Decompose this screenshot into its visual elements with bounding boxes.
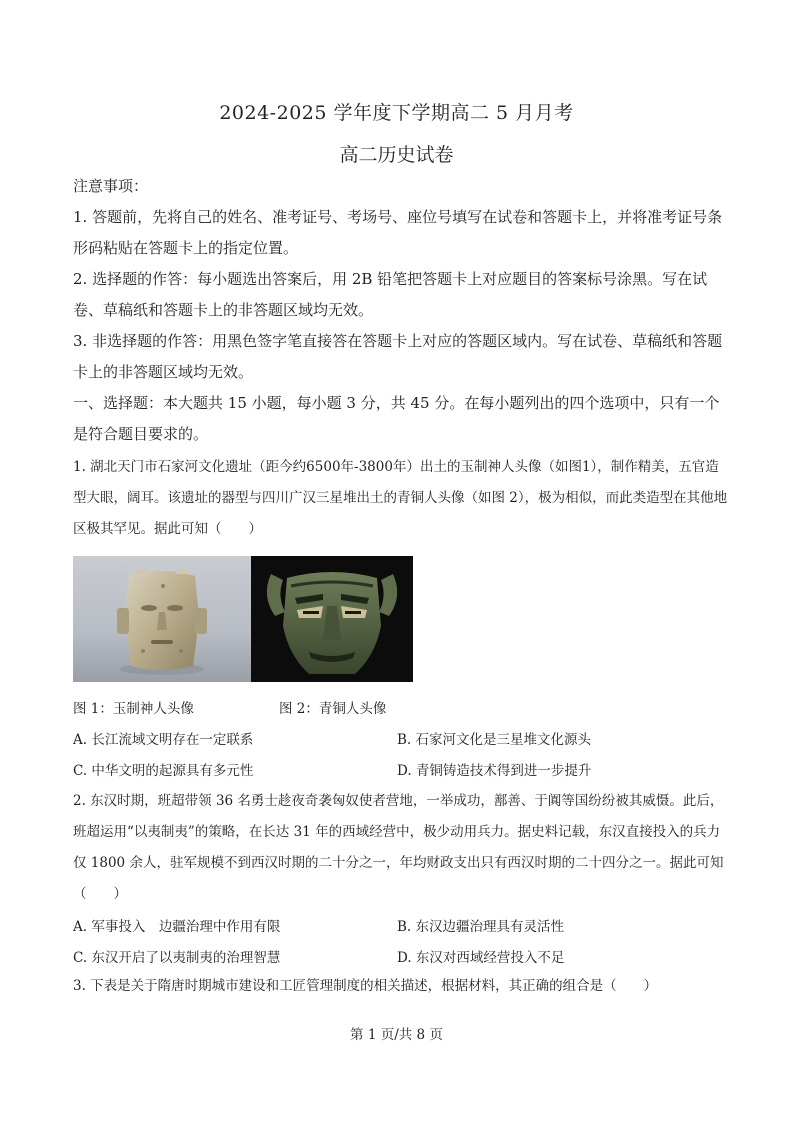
jade-head-image bbox=[73, 556, 251, 682]
q1-option-b: B. 石家河文化是三星堆文化源头 bbox=[397, 732, 592, 748]
question-1-stem: 1. 湖北天门市石家河文化遗址（距今约6500年-3800年）出土的玉制神人头像（如图1），制作精美，五官造型大眼，阔耳。该遗址的器型与四川广汉三星堆出土的青铜人头像（如图 2），极为相似，而此类造型在其他地区极其罕见。据此可知（ ） bbox=[73, 459, 728, 537]
notice-item-2: 2. 选择题的作答：每小题选出答案后，用 2B 铅笔把答题卡上对应题目的答案标号涂黑。写在试卷、草稿纸和答题卡上的非答题区域均无效。 bbox=[73, 270, 708, 319]
q2-option-c: C. 东汉开启了以夷制夷的治理智慧 bbox=[73, 950, 281, 966]
bronze-head-image bbox=[251, 556, 413, 682]
question-1-figures bbox=[73, 556, 413, 682]
q2-option-a: A. 军事投入 边疆治理中作用有限 bbox=[73, 919, 281, 935]
exam-subtitle: 高二历史试卷 bbox=[339, 144, 454, 166]
exam-title: 2024-2025 学年度下学期高二 5 月月考 bbox=[219, 102, 574, 124]
page-number: 第 1 页/共 8 页 bbox=[350, 1027, 443, 1043]
question-2-stem: 2. 东汉时期，班超带领 36 名勇士趁夜奇袭匈奴使者营地，一举成功，鄯善、于阗等国纷纷被其威慑。此后，班超运用“以夷制夷”的策略，在长达 31 年的西域经营中，极少动用兵力。据史料记载，东汉直接投入的兵力仅 1800 余人，驻军规模不到西汉时期的二十分之一，年均财政支出只有西汉时期的二十四分之一。据此可知（ ） bbox=[73, 793, 724, 902]
figure-2-caption: 图 2：青铜人头像 bbox=[279, 701, 387, 717]
notice-item-1: 1. 答题前，先将自己的姓名、准考证号、考场号、座位号填写在试卷和答题卡上，并将准考证号条形码粘贴在答题卡上的指定位置。 bbox=[73, 208, 723, 257]
q1-option-c: C. 中华文明的起源具有多元性 bbox=[73, 763, 254, 779]
notice-item-3: 3. 非选择题的作答：用黑色签字笔直接答在答题卡上对应的答题区域内。写在试卷、草稿纸和答题卡上的非答题区域均无效。 bbox=[73, 332, 723, 381]
section-heading: 一、选择题：本大题共 15 小题，每小题 3 分，共 45 分。在每小题列出的四个选项中，只有一个是符合题目要求的。 bbox=[73, 394, 720, 443]
q1-option-a: A. 长江流域文明存在一定联系 bbox=[73, 732, 254, 748]
figure-1-caption: 图 1：玉制神人头像 bbox=[73, 701, 194, 717]
q2-option-d: D. 东汉对西域经营投入不足 bbox=[397, 950, 565, 966]
question-3-stem: 3. 下表是关于隋唐时期城市建设和工匠管理制度的相关描述，根据材料，其正确的组合是（ ） bbox=[73, 978, 658, 994]
q2-option-b: B. 东汉边疆治理具有灵活性 bbox=[397, 919, 565, 935]
notice-heading: 注意事项： bbox=[73, 177, 149, 195]
q1-option-d: D. 青铜铸造技术得到进一步提升 bbox=[397, 763, 592, 779]
